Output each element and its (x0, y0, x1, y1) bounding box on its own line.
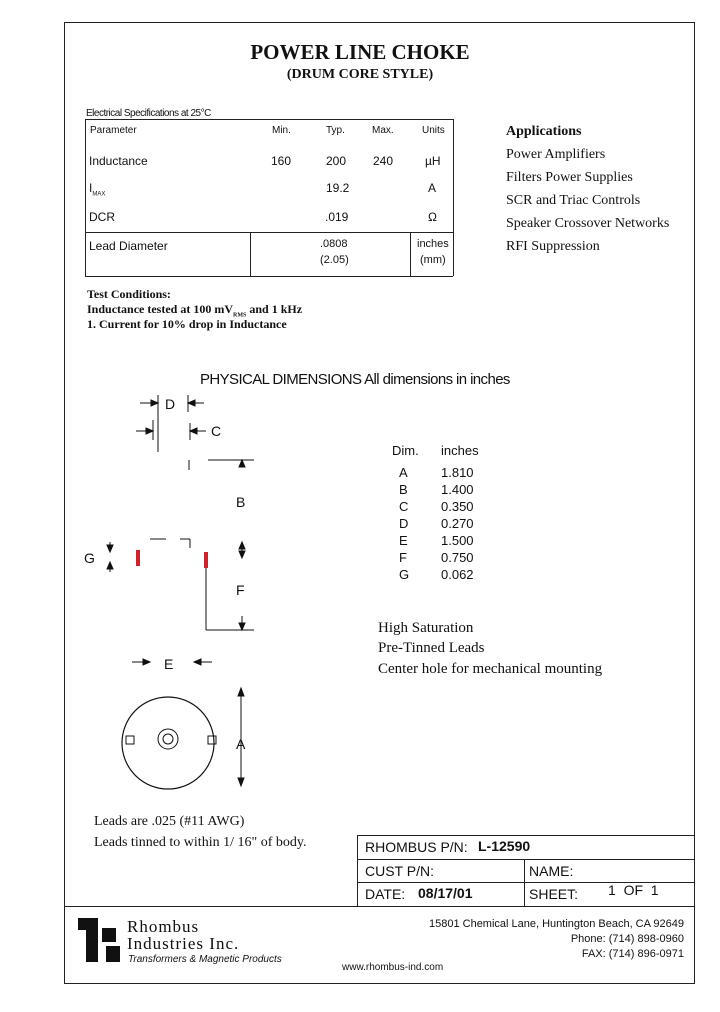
dimension-arrowhead (238, 688, 244, 696)
company-website[interactable]: www.rhombus-ind.com (342, 962, 444, 973)
spec-units-mm: (mm) (420, 254, 446, 266)
company-phone: Phone: (714) 898-0960 (570, 933, 684, 945)
dim-row-letter: C (399, 499, 409, 514)
dim-row-value: 0.270 (441, 516, 474, 531)
dim-row-value: 1.400 (441, 482, 474, 497)
application-item: Filters Power Supplies (506, 170, 633, 185)
date-value: 08/17/01 (418, 885, 473, 901)
sheet-label: SHEET: (529, 886, 579, 902)
spec-header: Parameter (90, 125, 137, 136)
dim-label-b: B (236, 494, 246, 510)
spec-units: Ω (428, 210, 437, 224)
company-name-line2: Industries Inc. (127, 934, 240, 953)
cust-pn-label: CUST P/N: (365, 863, 434, 879)
dim-row-letter: G (399, 567, 410, 582)
dimension-arrowhead (239, 623, 245, 630)
application-item: Power Amplifiers (506, 147, 606, 162)
dimension-arrowhead (188, 400, 195, 406)
footer-rule (64, 906, 695, 907)
page-title: POWER LINE CHOKE (250, 40, 470, 64)
application-item: Speaker Crossover Networks (506, 216, 670, 231)
dim-label-f: F (236, 582, 245, 598)
spec-header: Min. (272, 125, 291, 136)
name-label: NAME: (529, 863, 574, 879)
test-conditions-heading: Test Conditions: (87, 287, 171, 301)
center-hole-outer (158, 729, 178, 749)
spec-min: 160 (271, 154, 292, 168)
dim-row-letter: F (399, 550, 407, 565)
spec-header: Max. (372, 125, 394, 136)
dim-row-letter: A (399, 465, 408, 480)
feature-item: High Saturation (378, 620, 474, 636)
dim-row-value: 0.750 (441, 550, 474, 565)
spec-caption: Electrical Specifications at 25°C (86, 108, 211, 119)
dim-row-value: 0.062 (441, 567, 474, 582)
dim-table-header: Dim. (392, 443, 419, 458)
lead-pad-right (208, 736, 216, 744)
dim-row-value: 0.350 (441, 499, 474, 514)
feature-item: Pre-Tinned Leads (378, 640, 485, 656)
dim-row-letter: E (399, 533, 408, 548)
company-address: 15801 Chemical Lane, Huntington Beach, CA 92649 (428, 918, 684, 930)
dim-label-e: E (164, 656, 174, 672)
date-label: DATE: (365, 886, 406, 902)
dim-label-g: G (84, 550, 95, 566)
page-subtitle: (DRUM CORE STYLE) (286, 67, 434, 82)
spec-header: Typ. (326, 125, 345, 136)
spec-param: DCR (89, 210, 115, 224)
spec-max: 240 (373, 154, 394, 168)
sheet-value: 1 OF 1 (608, 882, 659, 898)
dim-row-value: 1.500 (441, 533, 474, 548)
physical-dimensions-heading: PHYSICAL DIMENSIONS All dimensions in inches (200, 371, 510, 388)
application-item: SCR and Triac Controls (506, 193, 641, 208)
company-tagline: Transformers & Magnetic Products (128, 954, 282, 965)
spec-top-rule (85, 119, 453, 120)
spec-bottom-rule (85, 276, 453, 277)
dimension-arrowhead (151, 400, 158, 406)
company-fax: FAX: (714) 896-0971 (581, 948, 684, 960)
dimension-arrowhead (238, 778, 244, 786)
spec-typ: 200 (326, 154, 347, 168)
dimension-arrowhead (194, 659, 201, 665)
dim-row-value: 1.810 (441, 465, 474, 480)
dimension-arrowhead (107, 562, 113, 569)
lead-note: Leads are .025 (#11 AWG) (94, 814, 245, 829)
rhombus-pn-label: RHOMBUS P/N: (365, 839, 468, 855)
dimension-arrowhead (146, 428, 153, 434)
spec-header: Units (422, 125, 445, 136)
spec-units: µH (425, 154, 441, 168)
spec-param: $I_{MAX}$ (89, 181, 106, 198)
feature-item: Center hole for mechanical mounting (378, 661, 603, 677)
spec-left-rule (85, 119, 86, 276)
spec-typ: .0808 (320, 238, 348, 250)
dimension-arrowhead (143, 659, 150, 665)
spec-col-rule (410, 232, 411, 276)
dimension-arrowhead (239, 460, 245, 467)
dim-row-letter: D (399, 516, 409, 531)
rhombus-logo-icon (78, 918, 122, 962)
spec-mid-rule (85, 232, 453, 233)
spec-typ-mm: (2.05) (320, 254, 349, 266)
lead-pad-left (126, 736, 134, 744)
dimension-arrowhead (239, 542, 245, 549)
center-hole-inner (163, 734, 173, 744)
spec-param: Inductance (89, 154, 148, 168)
test-conditions-line: Inductance tested at 100 $mV_{RMS}$ and 1 kHz (87, 302, 303, 319)
dimension-arrowhead (239, 551, 245, 558)
dim-label-c: C (211, 423, 222, 439)
spec-right-rule (453, 119, 454, 276)
spec-col-rule (250, 232, 251, 276)
company-name: Rhombus (127, 917, 200, 936)
dim-row-letter: B (399, 482, 408, 497)
applications-heading: Applications (506, 124, 582, 139)
dim-label-a: A (236, 736, 246, 752)
drum-core-outline (122, 697, 214, 789)
spec-typ: 19.2 (326, 181, 350, 195)
dim-table-header: inches (441, 443, 479, 458)
dim-label-d: D (165, 396, 176, 412)
rhombus-pn-value: L-12590 (478, 838, 531, 854)
dimension-arrowhead (107, 545, 113, 552)
spec-typ: .019 (325, 210, 349, 224)
lead-mark-right (204, 552, 208, 568)
lead-mark-left (136, 550, 140, 566)
lead-note: Leads tinned to within 1/ 16" of body. (94, 835, 307, 850)
application-item: RFI Suppression (506, 239, 600, 254)
test-conditions-line: 1. Current for 10% drop in Inductance (87, 317, 287, 331)
spec-units: inches (417, 238, 449, 250)
dimension-arrowhead (190, 428, 197, 434)
spec-units: A (428, 181, 437, 195)
spec-param: Lead Diameter (89, 239, 168, 253)
